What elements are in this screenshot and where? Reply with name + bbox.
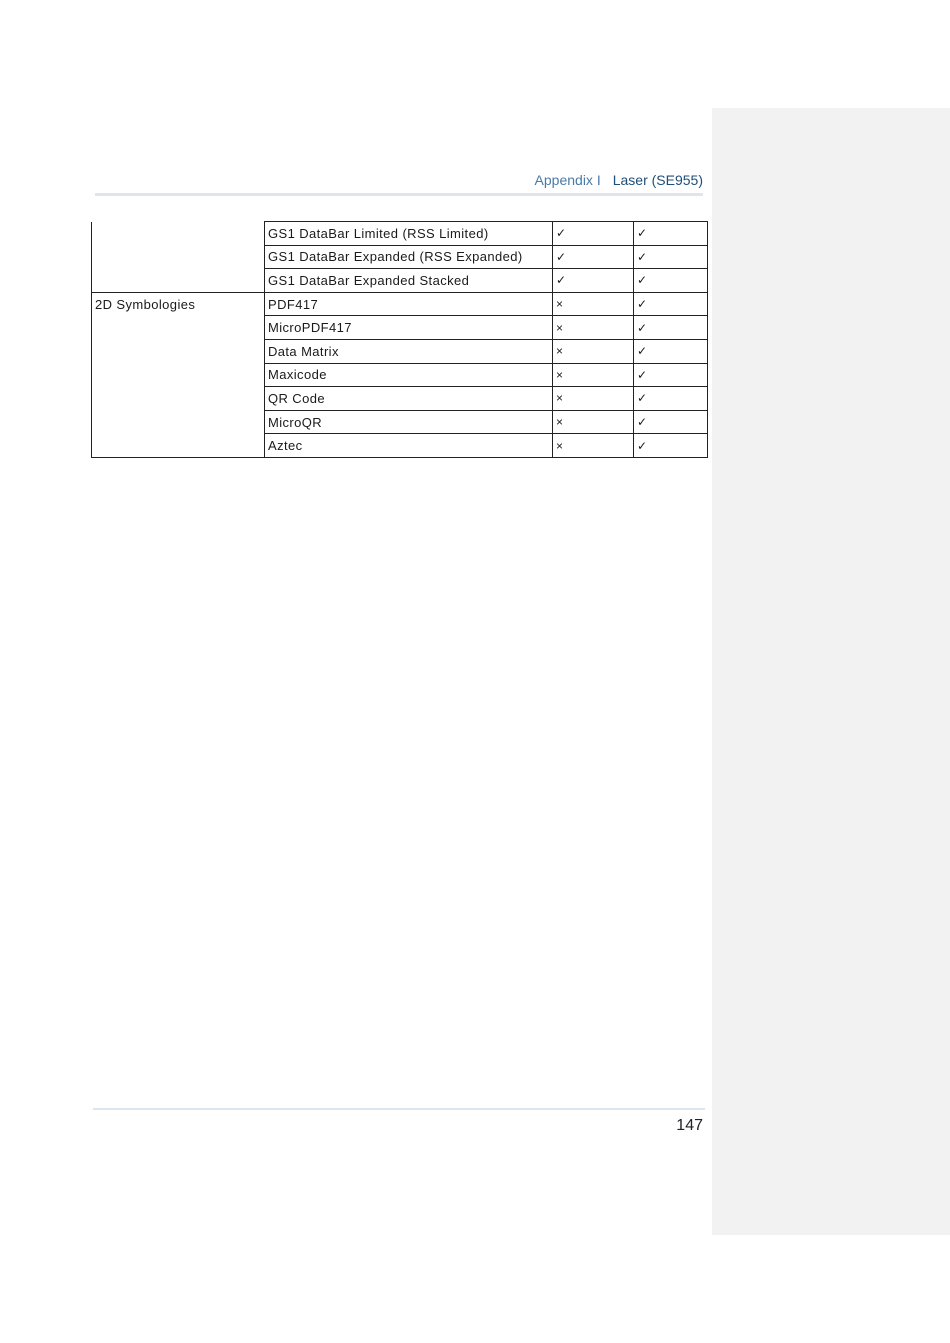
symbology-cell: Maxicode xyxy=(265,363,553,387)
symbology-cell: GS1 DataBar Limited (RSS Limited) xyxy=(265,222,553,246)
section-label: Laser (SE955) xyxy=(612,172,703,188)
appendix-label: Appendix I xyxy=(534,172,601,188)
support-mark-col2: ✓ xyxy=(634,292,708,316)
support-mark-col1: × xyxy=(553,434,634,458)
support-mark-col2: ✓ xyxy=(634,387,708,411)
support-mark-col2: ✓ xyxy=(634,410,708,434)
support-mark-col1: × xyxy=(553,363,634,387)
support-mark-col1: ✓ xyxy=(553,269,634,293)
category-cell xyxy=(92,222,265,293)
support-mark-col2: ✓ xyxy=(634,245,708,269)
support-mark-col1: ✓ xyxy=(553,222,634,246)
table-row xyxy=(92,292,708,316)
category-cell: 2D Symbologies xyxy=(92,292,265,457)
footer-divider xyxy=(93,1108,705,1110)
symbology-cell: QR Code xyxy=(265,387,553,411)
symbology-cell: GS1 DataBar Expanded Stacked xyxy=(265,269,553,293)
page-header xyxy=(95,172,703,192)
symbology-cell: Data Matrix xyxy=(265,339,553,363)
support-mark-col2: ✓ xyxy=(634,339,708,363)
page-number: 147 xyxy=(676,1117,703,1134)
support-mark-col2: ✓ xyxy=(634,222,708,246)
symbology-cell: MicroQR xyxy=(265,410,553,434)
support-mark-col1: × xyxy=(553,316,634,340)
symbology-support-table xyxy=(91,221,708,458)
support-mark-col2: ✓ xyxy=(634,316,708,340)
support-mark-col1: ✓ xyxy=(553,245,634,269)
support-mark-col1: × xyxy=(553,339,634,363)
support-mark-col2: ✓ xyxy=(634,363,708,387)
support-mark-col2: ✓ xyxy=(634,434,708,458)
header-divider xyxy=(95,193,703,196)
symbology-cell: PDF417 xyxy=(265,292,553,316)
symbology-cell: Aztec xyxy=(265,434,553,458)
support-mark-col1: × xyxy=(553,410,634,434)
support-mark-col1: × xyxy=(553,387,634,411)
table-row xyxy=(92,222,708,246)
comment-margin-panel xyxy=(712,108,950,1235)
support-mark-col1: × xyxy=(553,292,634,316)
symbology-cell: MicroPDF417 xyxy=(265,316,553,340)
support-mark-col2: ✓ xyxy=(634,269,708,293)
symbology-cell: GS1 DataBar Expanded (RSS Expanded) xyxy=(265,245,553,269)
